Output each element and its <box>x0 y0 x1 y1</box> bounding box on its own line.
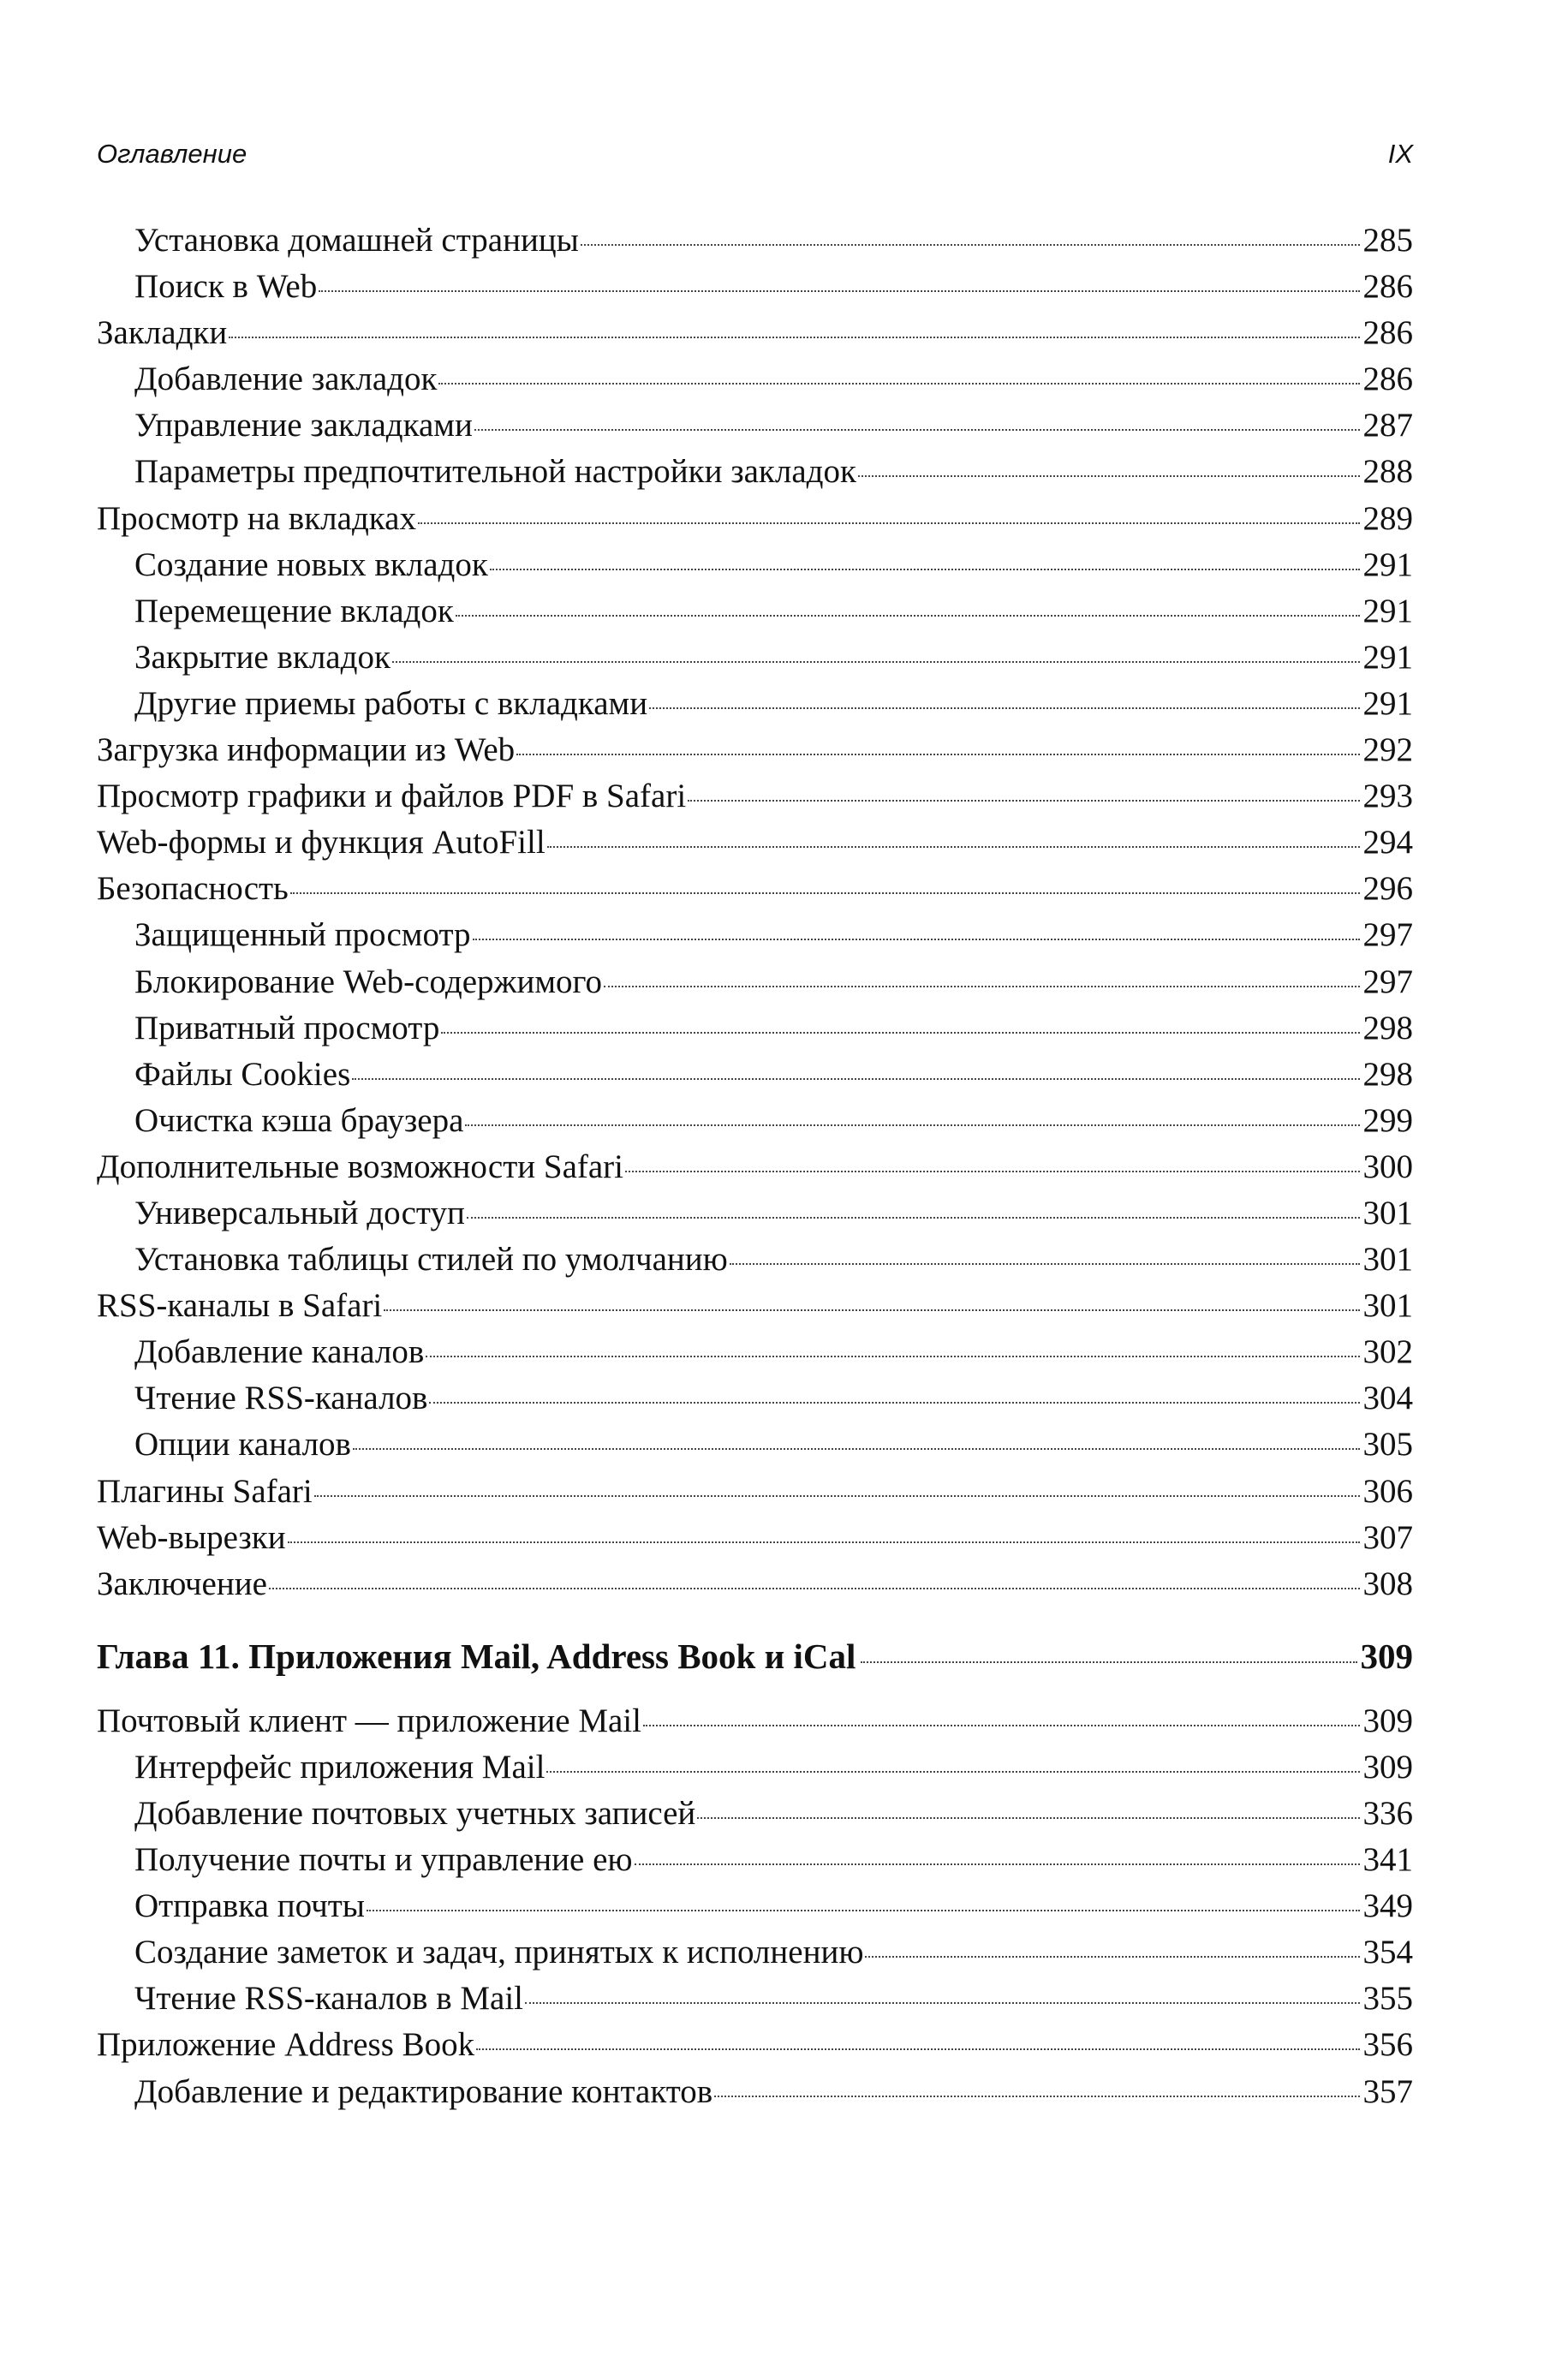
entry-page-number: 341 <box>1362 1841 1413 1879</box>
dot-leader <box>649 707 1359 709</box>
entry-page-number: 356 <box>1362 2026 1413 2064</box>
entry-title: Управление закладками <box>134 407 473 444</box>
dot-leader <box>861 1661 1356 1663</box>
toc-section-entry[interactable] <box>97 1698 1413 1744</box>
dot-leader <box>604 986 1359 987</box>
entry-page-number: 302 <box>1362 1333 1413 1371</box>
dot-leader <box>418 522 1360 524</box>
entry-title: Получение почты и управление ею <box>134 1841 633 1879</box>
toc-subsection-entry[interactable] <box>97 912 1413 958</box>
dot-leader <box>438 383 1359 385</box>
entry-title: Добавление закладок <box>134 361 438 398</box>
toc-subsection-entry[interactable] <box>97 2069 1413 2115</box>
running-header-page-number: IX <box>1387 139 1413 169</box>
toc-section-entry[interactable] <box>97 1515 1413 1561</box>
toc-section-entry[interactable] <box>97 496 1413 542</box>
toc-subsection-entry[interactable] <box>97 449 1413 495</box>
dot-leader <box>384 1309 1359 1311</box>
entry-page-number: 298 <box>1362 1055 1413 1093</box>
entry-title: Создание новых вкладок <box>134 546 488 583</box>
entry-title: Файлы Cookies <box>134 1055 351 1093</box>
entry-page-number: 301 <box>1362 1241 1413 1279</box>
dot-leader <box>714 2096 1359 2097</box>
dot-leader <box>635 1863 1360 1865</box>
toc-subsection-entry[interactable] <box>97 1837 1413 1883</box>
entry-page-number: 287 <box>1362 407 1413 444</box>
table-of-contents <box>97 218 1413 2115</box>
toc-subsection-entry[interactable] <box>97 1422 1413 1468</box>
entry-title: Опции каналов <box>134 1426 351 1464</box>
toc-subsection-entry[interactable] <box>97 635 1413 681</box>
dot-leader <box>688 800 1359 802</box>
entry-title: Закрытие вкладок <box>134 638 391 676</box>
entry-page-number: 293 <box>1362 778 1413 815</box>
entry-page-number: 286 <box>1362 314 1413 352</box>
dot-leader <box>441 1032 1359 1034</box>
entry-page-number: 288 <box>1362 453 1413 491</box>
entry-title: RSS-каналы в Safari <box>97 1287 383 1325</box>
entry-page-number: 354 <box>1362 1934 1413 1971</box>
dot-leader <box>581 244 1360 246</box>
entry-page-number: 309 <box>1362 1748 1413 1786</box>
toc-subsection-entry[interactable] <box>97 1329 1413 1375</box>
entry-title: Параметры предпочтительной настройки закладок <box>134 453 856 491</box>
entry-page-number: 296 <box>1362 870 1413 908</box>
dot-leader <box>426 1356 1359 1357</box>
entry-page-number: 357 <box>1362 2072 1413 2110</box>
toc-section-entry[interactable] <box>97 2022 1413 2068</box>
entry-page-number: 292 <box>1362 731 1413 769</box>
dot-leader <box>429 1402 1359 1404</box>
entry-title: Закладки <box>97 314 228 352</box>
entry-title: Добавление и редактирование контактов <box>134 2072 713 2110</box>
entry-title: Перемещение вкладок <box>134 592 454 629</box>
entry-title: Создание заметок и задач, принятых к исполнению <box>134 1934 864 1971</box>
entry-title: Поиск в Web <box>134 268 318 306</box>
entry-page-number: 294 <box>1362 824 1413 862</box>
entry-title: Установка таблицы стилей по умолчанию <box>134 1241 728 1279</box>
dot-leader <box>546 1771 1359 1773</box>
entry-title: Дополнительные возможности Safari <box>97 1148 623 1185</box>
dot-leader <box>288 1541 1360 1543</box>
dot-leader <box>474 429 1360 431</box>
toc-chapter-heading[interactable] <box>97 1633 1413 1679</box>
dot-leader <box>465 1124 1359 1126</box>
entry-title: Другие приемы работы с вкладками <box>134 684 648 722</box>
entry-title: Web-вырезки <box>97 1518 286 1556</box>
toc-section-entry[interactable] <box>97 820 1413 866</box>
toc-subsection-entry[interactable] <box>97 959 1413 1005</box>
toc-entries-chapter-11 <box>97 1698 1413 2115</box>
dot-leader <box>525 2002 1359 2004</box>
entry-page-number: 304 <box>1362 1380 1413 1417</box>
entry-title: Плагины Safari <box>97 1472 313 1510</box>
toc-section-entry[interactable] <box>97 1283 1413 1329</box>
entry-title: Приложение Address Book <box>97 2026 475 2064</box>
entry-page-number: 301 <box>1362 1287 1413 1325</box>
dot-leader <box>319 290 1359 292</box>
entry-title: Просмотр графики и файлов PDF в Safari <box>97 778 687 815</box>
dot-leader <box>643 1725 1360 1726</box>
entry-page-number: 298 <box>1362 1009 1413 1046</box>
entry-title: Web-формы и функция AutoFill <box>97 824 546 862</box>
entry-title: Просмотр на вкладках <box>97 499 416 537</box>
entry-title: Безопасность <box>97 870 289 908</box>
dot-leader <box>516 754 1359 755</box>
entry-page-number: 297 <box>1362 916 1413 954</box>
entry-page-number: 299 <box>1362 1101 1413 1139</box>
entry-page-number: 305 <box>1362 1426 1413 1464</box>
entry-page-number: 286 <box>1362 361 1413 398</box>
dot-leader <box>290 892 1360 894</box>
entry-title: Добавление почтовых учетных записей <box>134 1795 696 1832</box>
dot-leader <box>547 846 1360 848</box>
dot-leader <box>353 1448 1360 1450</box>
toc-subsection-entry[interactable] <box>97 1098 1413 1144</box>
toc-subsection-entry[interactable] <box>97 1375 1413 1422</box>
entry-title: Защищенный просмотр <box>134 916 471 954</box>
toc-subsection-entry[interactable] <box>97 1791 1413 1837</box>
toc-subsection-entry[interactable] <box>97 1005 1413 1052</box>
toc-subsection-entry[interactable] <box>97 542 1413 588</box>
entry-page-number: 297 <box>1362 963 1413 1000</box>
dot-leader <box>858 475 1360 477</box>
dot-leader <box>730 1263 1360 1265</box>
toc-section-entry[interactable] <box>97 1561 1413 1607</box>
entry-title: Почтовый клиент — приложение Mail <box>97 1702 641 1739</box>
entry-title: Приватный просмотр <box>134 1009 440 1046</box>
entry-page-number: 307 <box>1362 1518 1413 1556</box>
dot-leader <box>467 1217 1360 1219</box>
entry-page-number: 300 <box>1362 1148 1413 1185</box>
entry-page-number: 349 <box>1362 1887 1413 1925</box>
toc-section-entry[interactable] <box>97 727 1413 773</box>
toc-subsection-entry[interactable] <box>97 402 1413 449</box>
entry-page-number: 308 <box>1362 1565 1413 1602</box>
toc-subsection-entry[interactable] <box>97 1052 1413 1098</box>
dot-leader <box>476 2048 1359 2050</box>
toc-section-entry[interactable] <box>97 1469 1413 1515</box>
toc-section-entry[interactable] <box>97 866 1413 912</box>
entry-page-number: 306 <box>1362 1472 1413 1510</box>
entry-page-number: 291 <box>1362 592 1413 629</box>
toc-subsection-entry[interactable] <box>97 264 1413 310</box>
dot-leader <box>367 1910 1360 1911</box>
toc-subsection-entry[interactable] <box>97 681 1413 727</box>
entry-page-number: 291 <box>1362 546 1413 583</box>
entry-page-number: 291 <box>1362 684 1413 722</box>
entry-title: Установка домашней страницы <box>134 222 579 259</box>
entry-title: Добавление каналов <box>134 1333 425 1371</box>
entry-title: Загрузка информации из Web <box>97 731 516 769</box>
chapter-title: Глава 11. Приложения Mail, Address Book и iCal <box>97 1636 856 1676</box>
dot-leader <box>490 569 1360 570</box>
toc-subsection-entry[interactable] <box>97 218 1413 264</box>
toc-subsection-entry[interactable] <box>97 1976 1413 2022</box>
toc-section-entry[interactable] <box>97 310 1413 356</box>
entry-title: Блокирование Web-содержимого <box>134 963 603 1000</box>
entry-page-number: 301 <box>1362 1194 1413 1231</box>
entry-page-number: 336 <box>1362 1795 1413 1832</box>
entry-page-number: 309 <box>1362 1702 1413 1739</box>
entry-title: Чтение RSS-каналов <box>134 1380 428 1417</box>
dot-leader <box>392 661 1360 663</box>
entry-page-number: 286 <box>1362 268 1413 306</box>
dot-leader <box>865 1956 1359 1958</box>
entry-page-number: 291 <box>1362 638 1413 676</box>
toc-subsection-entry[interactable] <box>97 356 1413 402</box>
running-header-section: Оглавление <box>97 139 247 169</box>
toc-section-entry[interactable] <box>97 773 1413 820</box>
entry-title: Интерфейс приложения Mail <box>134 1748 546 1786</box>
entry-page-number: 355 <box>1362 1980 1413 2018</box>
entry-title: Чтение RSS-каналов в Mail <box>134 1980 524 2018</box>
dot-leader <box>229 337 1359 338</box>
dot-leader <box>456 615 1360 617</box>
toc-subsection-entry[interactable] <box>97 1190 1413 1237</box>
dot-leader <box>352 1078 1359 1080</box>
toc-subsection-entry[interactable] <box>97 1883 1413 1929</box>
toc-subsection-entry[interactable] <box>97 588 1413 635</box>
toc-subsection-entry[interactable] <box>97 1744 1413 1791</box>
dot-leader <box>625 1171 1360 1172</box>
entry-title: Универсальный доступ <box>134 1194 465 1231</box>
dot-leader <box>314 1495 1360 1497</box>
toc-subsection-entry[interactable] <box>97 1929 1413 1976</box>
entry-title: Очистка кэша браузера <box>134 1101 464 1139</box>
chapter-page-number: 309 <box>1360 1636 1413 1676</box>
entry-page-number: 289 <box>1362 499 1413 537</box>
dot-leader <box>473 939 1360 940</box>
toc-section-entry[interactable] <box>97 1144 1413 1190</box>
entry-page-number: 285 <box>1362 222 1413 259</box>
dot-leader <box>697 1817 1359 1819</box>
dot-leader <box>269 1588 1360 1589</box>
running-header <box>97 128 1413 180</box>
entry-title: Заключение <box>97 1565 267 1602</box>
toc-subsection-entry[interactable] <box>97 1237 1413 1283</box>
toc-entries-chapter-10 <box>97 218 1413 1607</box>
entry-title: Отправка почты <box>134 1887 365 1925</box>
